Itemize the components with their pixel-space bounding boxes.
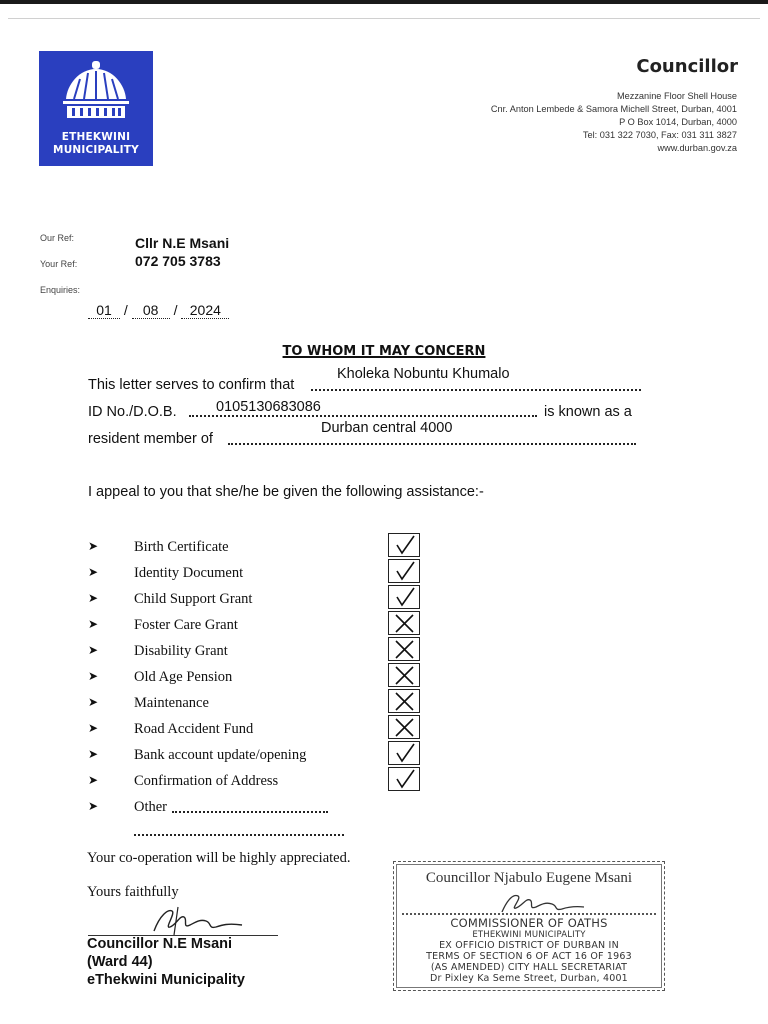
stamp-line-5: (AS AMENDED) CITY HALL SECRETARIAT [430, 962, 628, 973]
dotted-fill [228, 443, 636, 445]
your-ref-label: Your Ref: [40, 259, 78, 269]
residence: Durban central 4000 [321, 420, 453, 436]
arrow-bullet-icon: ➤ [88, 669, 99, 683]
resident-prefix: resident member of [88, 431, 213, 447]
arrow-bullet-icon: ➤ [88, 747, 99, 761]
top-edge [0, 0, 768, 4]
confirm-prefix: This letter serves to confirm that [88, 377, 295, 393]
tick-box[interactable] [388, 715, 420, 739]
city-hall-dome-icon [57, 59, 135, 131]
stamp-line-4: TERMS OF SECTION 6 OF ACT 16 OF 1963 [426, 951, 632, 962]
arrow-bullet-icon: ➤ [88, 799, 99, 813]
date-year: 2024 [181, 303, 229, 319]
checkmark-icon [389, 768, 419, 790]
arrow-bullet-icon: ➤ [88, 643, 99, 657]
list-item-label: Maintenance [134, 695, 209, 711]
signer-name: Councillor N.E Msani [87, 936, 233, 952]
tick-box[interactable] [388, 533, 420, 557]
signer-organisation: eThekwini Municipality [87, 972, 245, 988]
letter-heading: TO WHOM IT MAY CONCERN [282, 344, 486, 359]
tick-box[interactable] [388, 663, 420, 687]
stamp-line-1: COMMISSIONER OF OATHS [450, 916, 608, 930]
signer-ward: (Ward 44) [87, 954, 153, 970]
ref-phone: 072 705 3783 [135, 253, 221, 269]
list-item-label: Child Support Grant [134, 591, 253, 607]
person-name: Kholeka Nobuntu Khumalo [337, 366, 510, 382]
tick-box[interactable] [388, 611, 420, 635]
header-rule [8, 18, 760, 19]
commissioner-stamp [393, 861, 665, 991]
arrow-bullet-icon: ➤ [88, 773, 99, 787]
list-item-label: Disability Grant [134, 643, 228, 659]
dotted-fill [189, 415, 537, 417]
yours-faithfully: Yours faithfully [87, 884, 179, 900]
list-item-label: Foster Care Grant [134, 617, 238, 633]
appeal-text: I appeal to you that she/he be given the following assistance:- [88, 484, 484, 500]
header-address [491, 90, 737, 155]
logo-text-line1: ETHEKWINI [61, 131, 131, 143]
address-line: P O Box 1014, Durban, 4000 [619, 117, 737, 127]
dotted-fill [134, 834, 344, 836]
arrow-bullet-icon: ➤ [88, 565, 99, 579]
cross-icon [389, 612, 419, 634]
list-item-label: Bank account update/opening [134, 747, 307, 763]
letter-heading-wrap [0, 342, 768, 360]
enquiries-label: Enquiries: [40, 285, 81, 295]
date-separator: / [173, 302, 178, 318]
address-line: Tel: 031 322 7030, Fax: 031 311 3827 [582, 130, 737, 140]
stamp-line-2: ETHEKWINI MUNICIPALITY [472, 930, 586, 940]
dotted-fill [172, 811, 328, 813]
address-website: www.durban.gov.za [657, 143, 737, 153]
tick-box[interactable] [388, 767, 420, 791]
date-separator: / [123, 302, 128, 318]
address-line: Mezzanine Floor Shell House [616, 91, 737, 101]
ref-name: Cllr N.E Msani [135, 235, 230, 251]
checkmark-icon [389, 742, 419, 764]
list-item-label: Birth Certificate [134, 539, 229, 555]
id-prefix: ID No./D.O.B. [88, 404, 177, 420]
stamp-line-3: EX OFFICIO DISTRICT OF DURBAN IN [439, 940, 619, 951]
arrow-bullet-icon: ➤ [88, 721, 99, 735]
id-number: 0105130683086 [216, 399, 321, 415]
ethekwini-logo [39, 51, 153, 166]
stamp-line-6: Dr Pixley Ka Seme Street, Durban, 4001 [430, 973, 628, 984]
stamp-name: Councillor Njabulo Eugene Msani [425, 870, 633, 886]
cross-icon [389, 690, 419, 712]
date-day: 01 [88, 303, 120, 319]
cross-icon [389, 638, 419, 660]
known-as: is known as a [544, 404, 632, 420]
stamp-dotted-line [402, 913, 656, 915]
date-month: 08 [132, 303, 170, 319]
arrow-bullet-icon: ➤ [88, 591, 99, 605]
checkmark-icon [389, 534, 419, 556]
arrow-bullet-icon: ➤ [88, 695, 99, 709]
tick-box[interactable] [388, 741, 420, 765]
tick-box[interactable] [388, 689, 420, 713]
tick-box[interactable] [388, 559, 420, 583]
our-ref-label: Our Ref: [40, 233, 75, 243]
tick-box[interactable] [388, 585, 420, 609]
header-title: Councillor [636, 56, 738, 77]
list-item-label: Identity Document [134, 565, 244, 581]
letter-date [88, 302, 229, 319]
signature-mark [150, 905, 250, 937]
list-item-label: Confirmation of Address [134, 773, 279, 789]
cross-icon [389, 664, 419, 686]
logo-text-line2: MUNICIPALITY [53, 144, 139, 156]
arrow-bullet-icon: ➤ [88, 539, 99, 553]
arrow-bullet-icon: ➤ [88, 617, 99, 631]
dotted-fill [311, 389, 641, 391]
list-item-label: Road Accident Fund [134, 721, 254, 737]
cross-icon [389, 716, 419, 738]
other-label: Other [134, 799, 168, 815]
tick-box[interactable] [388, 637, 420, 661]
address-line: Cnr. Anton Lembede & Samora Michell Street, Durban, 4001 [490, 104, 737, 114]
list-item-label: Old Age Pension [134, 669, 233, 685]
checkmark-icon [389, 560, 419, 582]
cooperation-text: Your co-operation will be highly appreciated. [87, 850, 351, 866]
checkmark-icon [389, 586, 419, 608]
